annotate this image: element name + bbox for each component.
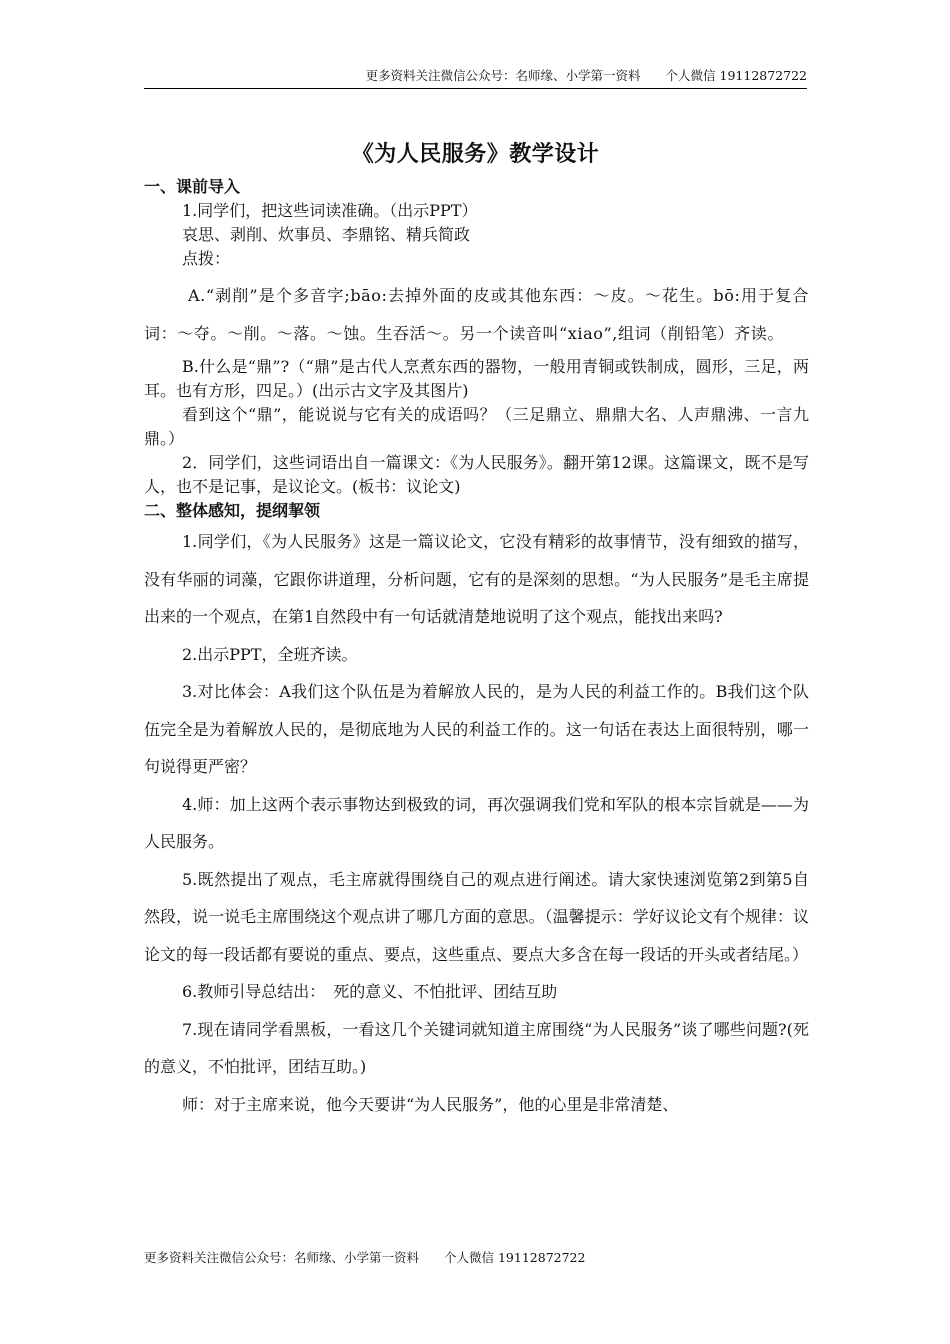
paragraph: 看到这个“鼎”，能说说与它有关的成语吗？（三足鼎立、鼎鼎大名、人声鼎沸、一言九鼎。） bbox=[144, 405, 809, 448]
paragraph: 哀思、剥削、炊事员、李鼎铭、精兵简政 bbox=[182, 225, 471, 244]
paragraph: 6.教师引导总结出： 死的意义、不怕批评、团结互助 bbox=[182, 982, 558, 1001]
header-divider bbox=[144, 88, 807, 89]
page-header: 更多资料关注微信公众号：名师缘、小学第一资料 个人微信 19112872722 bbox=[365, 68, 807, 83]
page-footer: 更多资料关注微信公众号：名师缘、小学第一资料 个人微信 19112872722 bbox=[144, 1250, 586, 1265]
section-heading-overview: 二、整体感知，提纲挈领 bbox=[144, 501, 321, 520]
paragraph: A.“剥削”是个多音字;bāo:去掉外面的皮或其他东西：～皮。～花生。bō:用于复合词：～夺。～削。～落。～蚀。生吞活～。另一个读音叫“xiao”,组词（削铅笔）齐读。 bbox=[144, 286, 809, 343]
paragraph: 点拨： bbox=[182, 249, 231, 268]
paragraph: 4.师：加上这两个表示事物达到极致的词，再次强调我们党和军队的根本宗旨就是——为人民服务。 bbox=[144, 794, 809, 851]
paragraph: 1.同学们，《为人民服务》这是一篇议论文，它没有精彩的故事情节，没有细致的描写，没有华丽的词藻，它跟你讲道理，分析问题，它有的是深刻的思想。“为人民服务”是毛主席提出来的一个观点，在第1自然段中有一句话就清楚地说明了这个观点，能找出来吗? bbox=[144, 532, 809, 626]
paragraph: 3.对比体会：A我们这个队伍是为着解放人民的，是为人民的利益工作的。B我们这个队伍完全是为着解放人民的，是彻底地为人民的利益工作的。这一句话在表达上面很特别，哪一句说得更严密？ bbox=[144, 682, 809, 776]
paragraph: 2.出示PPT，全班齐读。 bbox=[182, 644, 358, 664]
paragraph: 7.现在请同学看黑板，一看这几个关键词就知道主席围绕“为人民服务”谈了哪些问题?(死的意义，不怕批评，团结互助。) bbox=[144, 1019, 809, 1076]
section-heading-intro: 一、课前导入 bbox=[144, 177, 241, 196]
paragraph: 2．同学们，这些词语出自一篇课文：《为人民服务》。翻开第12课。这篇课文，既不是写人，也不是记事，是议论文。(板书：议论文) bbox=[144, 453, 809, 496]
paragraph: 师：对于主席来说，他今天要讲“为人民服务”，他的心里是非常清楚、 bbox=[182, 1094, 679, 1114]
paragraph: 1.同学们，把这些词读准确。（出示PPT） bbox=[182, 201, 478, 220]
paragraph: 5.既然提出了观点，毛主席就得围绕自己的观点进行阐述。请大家快速浏览第2到第5自然段，说一说毛主席围绕这个观点讲了哪几方面的意思。（温馨提示：学好议论文有个规律：议论文的每一段话都有要说的重点、要点，这些重点、要点大多含在每一段话的开头或者结尾。） bbox=[144, 869, 809, 964]
paragraph: B.什么是“鼎”?（“鼎”是古代人烹煮东西的器物，一般用青铜或铁制成，圆形，三足，两耳。也有方形，四足。）(出示古文字及其图片) bbox=[144, 357, 809, 400]
document-body bbox=[144, 175, 809, 1123]
document-title: 《为人民服务》教学设计 bbox=[351, 141, 600, 167]
